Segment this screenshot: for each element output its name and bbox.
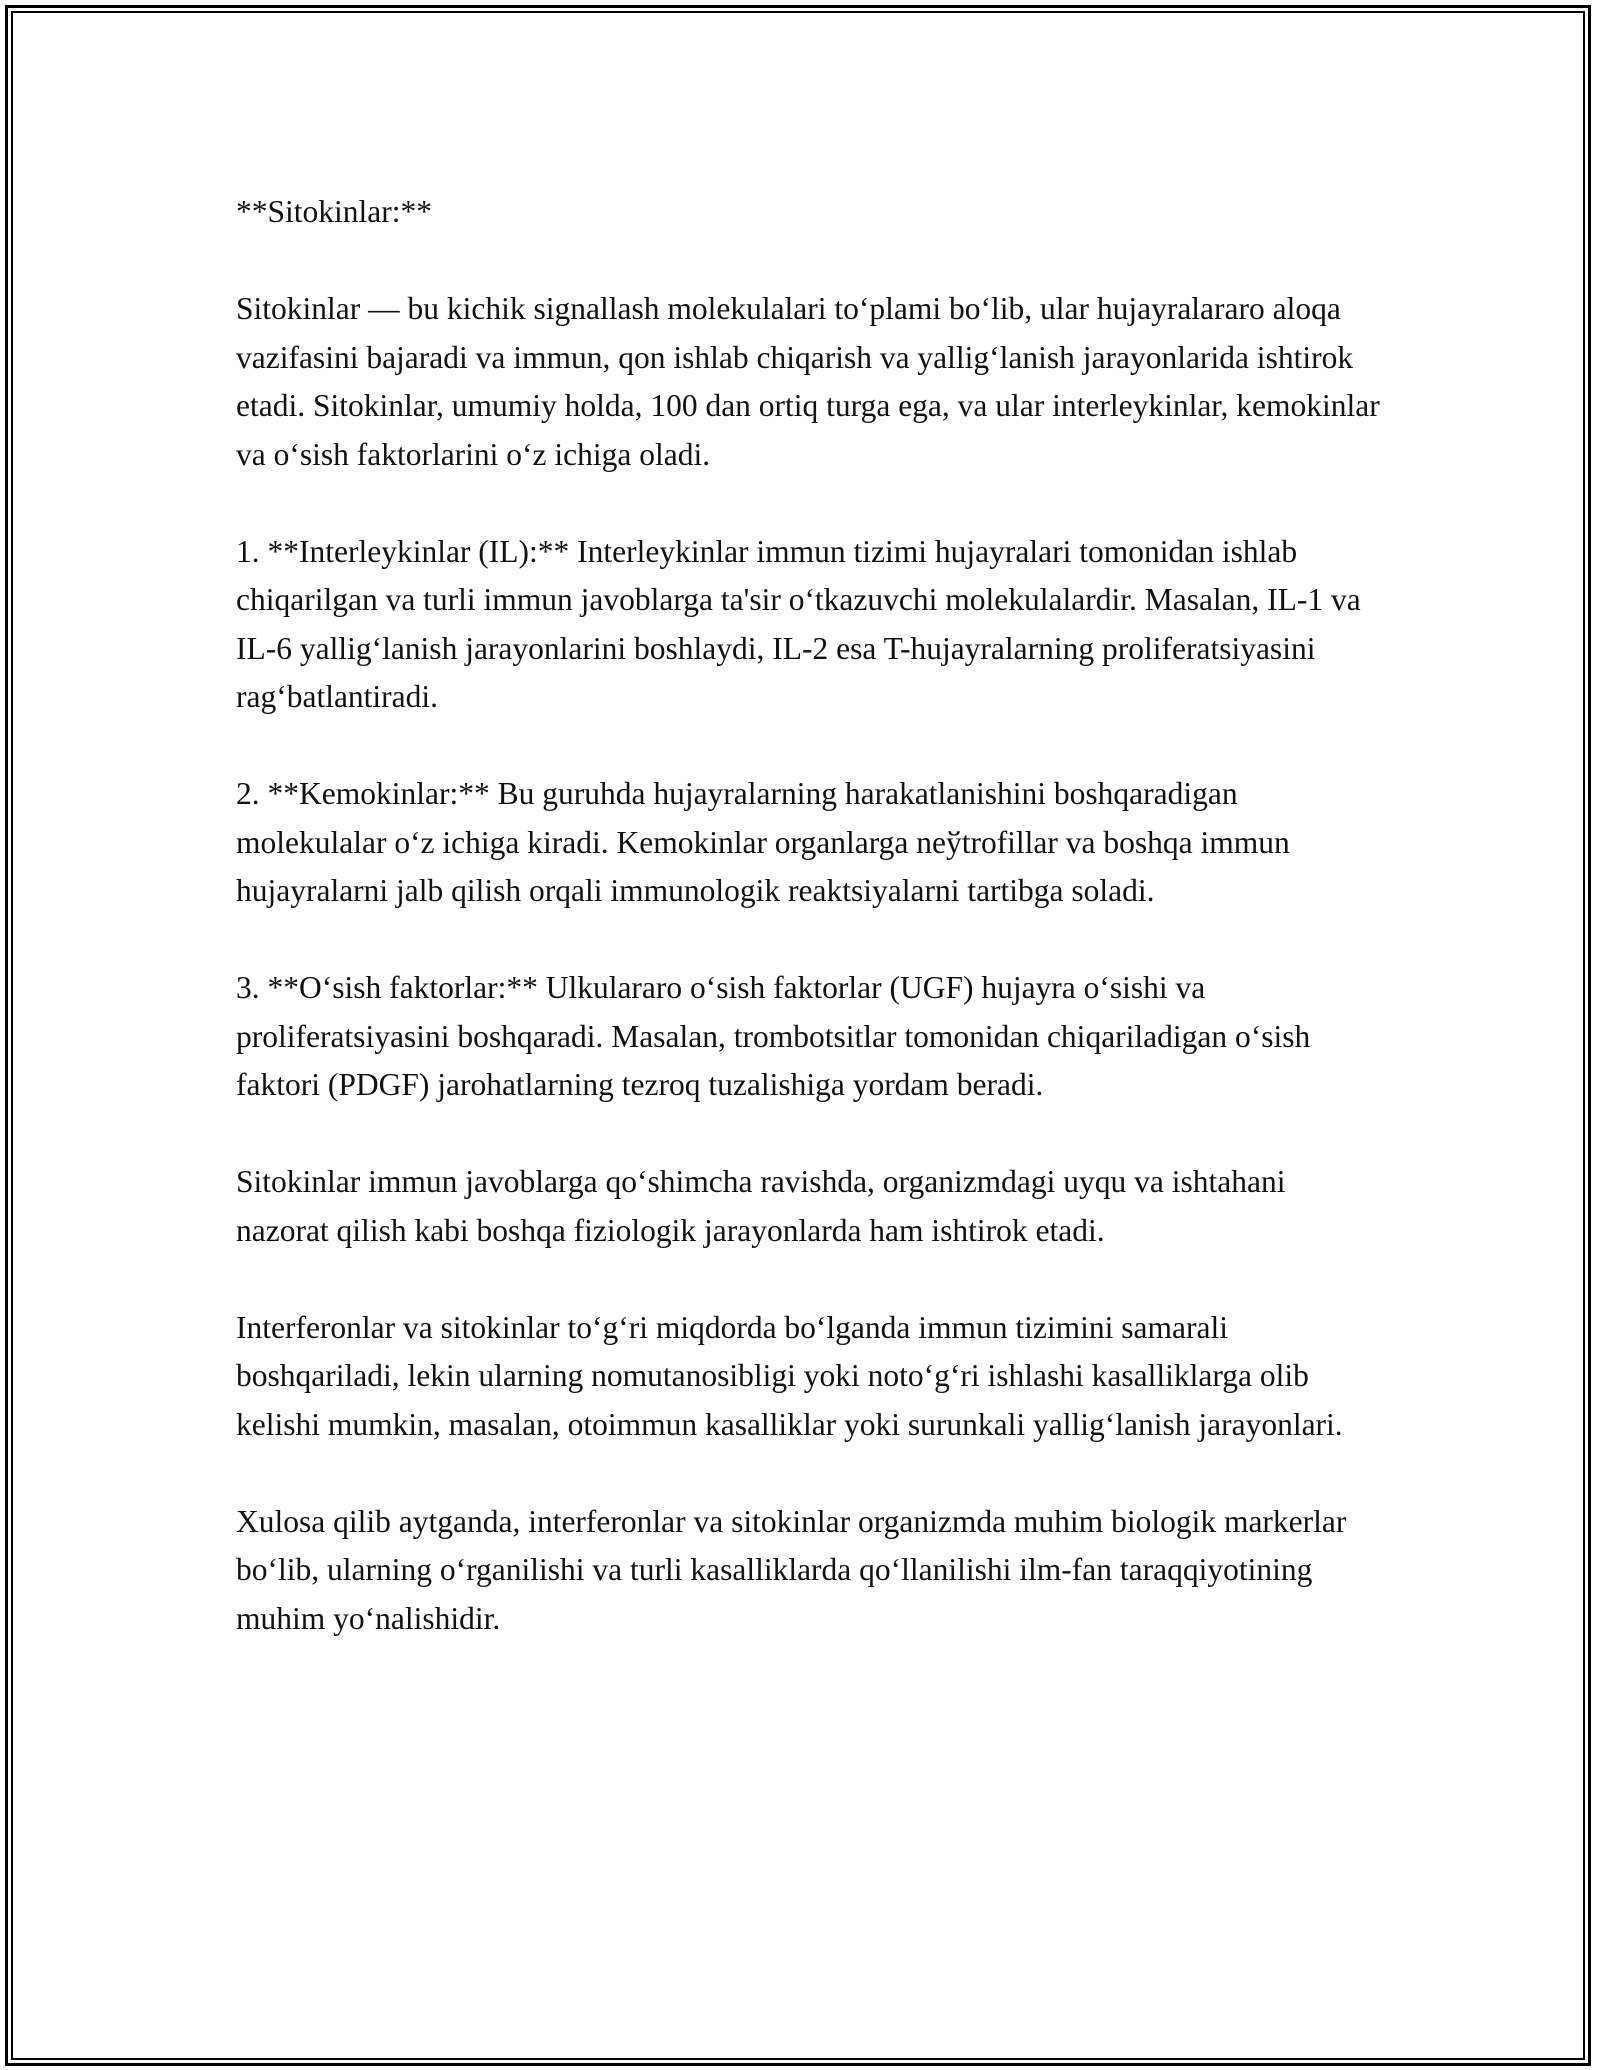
paragraph-physiology: Sitokinlar immun javoblarga qo‘shimcha ravishda, organizmdagi uyqu va ishtahani nazorat qilish kabi boshqa fiziologik jarayonlarda ham ishtirok etadi.: [236, 1164, 1286, 1248]
document-heading: **Sitokinlar:**: [236, 194, 432, 229]
paragraph-interleukins: 1. **Interleykinlar (IL):** Interleykinlar immun tizimi hujayralari tomonidan ishlab chiqarilgan va turli immun javoblarga ta'sir o‘tkazuvchi molekulalardir. Masalan, IL-1 va IL-6 yallig‘lanish jarayonlarini boshlaydi, IL-2 esa T-hujayralarning proliferatsiyasini rag‘batlantiradi.: [236, 533, 1361, 714]
paragraph-balance: Interferonlar va sitokinlar to‘g‘ri miqdorda bo‘lganda immun tizimini samarali boshqariladi, lekin ularning nomutanosibligi yoki noto‘g‘ri ishlashi kasalliklarga olib kelishi mumkin, masalan, otoimmun kasalliklar yoki surunkali yallig‘lanish jarayonlari.: [236, 1309, 1343, 1442]
paragraph-growth-factors: 3. **O‘sish faktorlar:** Ulkulararo o‘sish faktorlar (UGF) hujayra o‘sishi va proliferatsiyasini boshqaradi. Masalan, trombotsitlar tomonidan chiqariladigan o‘sish faktori (PDGF) jarohatlarning tezroq tuzalishiga yordam beradi.: [236, 970, 1311, 1102]
paragraph-chemokines: 2. **Kemokinlar:** Bu guruhda hujayralarning harakatlanishini boshqaradigan molekulalar o‘z ichiga kiradi. Kemokinlar organlarga neўtrofillar va boshqa immun hujayralarni jalb qilish orqali immunologik reaktsiyalarni tartibga soladi.: [236, 776, 1290, 908]
document-body: [236, 188, 1386, 1643]
paragraph-intro: Sitokinlar — bu kichik signallash molekulalari to‘plami bo‘lib, ular hujayralararo aloqa vazifasini bajaradi va immun, qon ishlab chiqarish va yallig‘lanish jarayonlarida ishtirok etadi. Sitokinlar, umumiy holda, 100 dan ortiq turga ega, va ular interleykinlar, kemokinlar va o‘sish faktorlarini o‘z ichiga oladi.: [236, 291, 1380, 472]
paragraph-conclusion: Xulosa qilib aytganda, interferonlar va sitokinlar organizmda muhim biologik markerlar bo‘lib, ularning o‘rganilishi va turli kasalliklarda qo‘llanilishi ilm-fan taraqqiyotining muhim yo‘nalishidir.: [236, 1503, 1347, 1636]
